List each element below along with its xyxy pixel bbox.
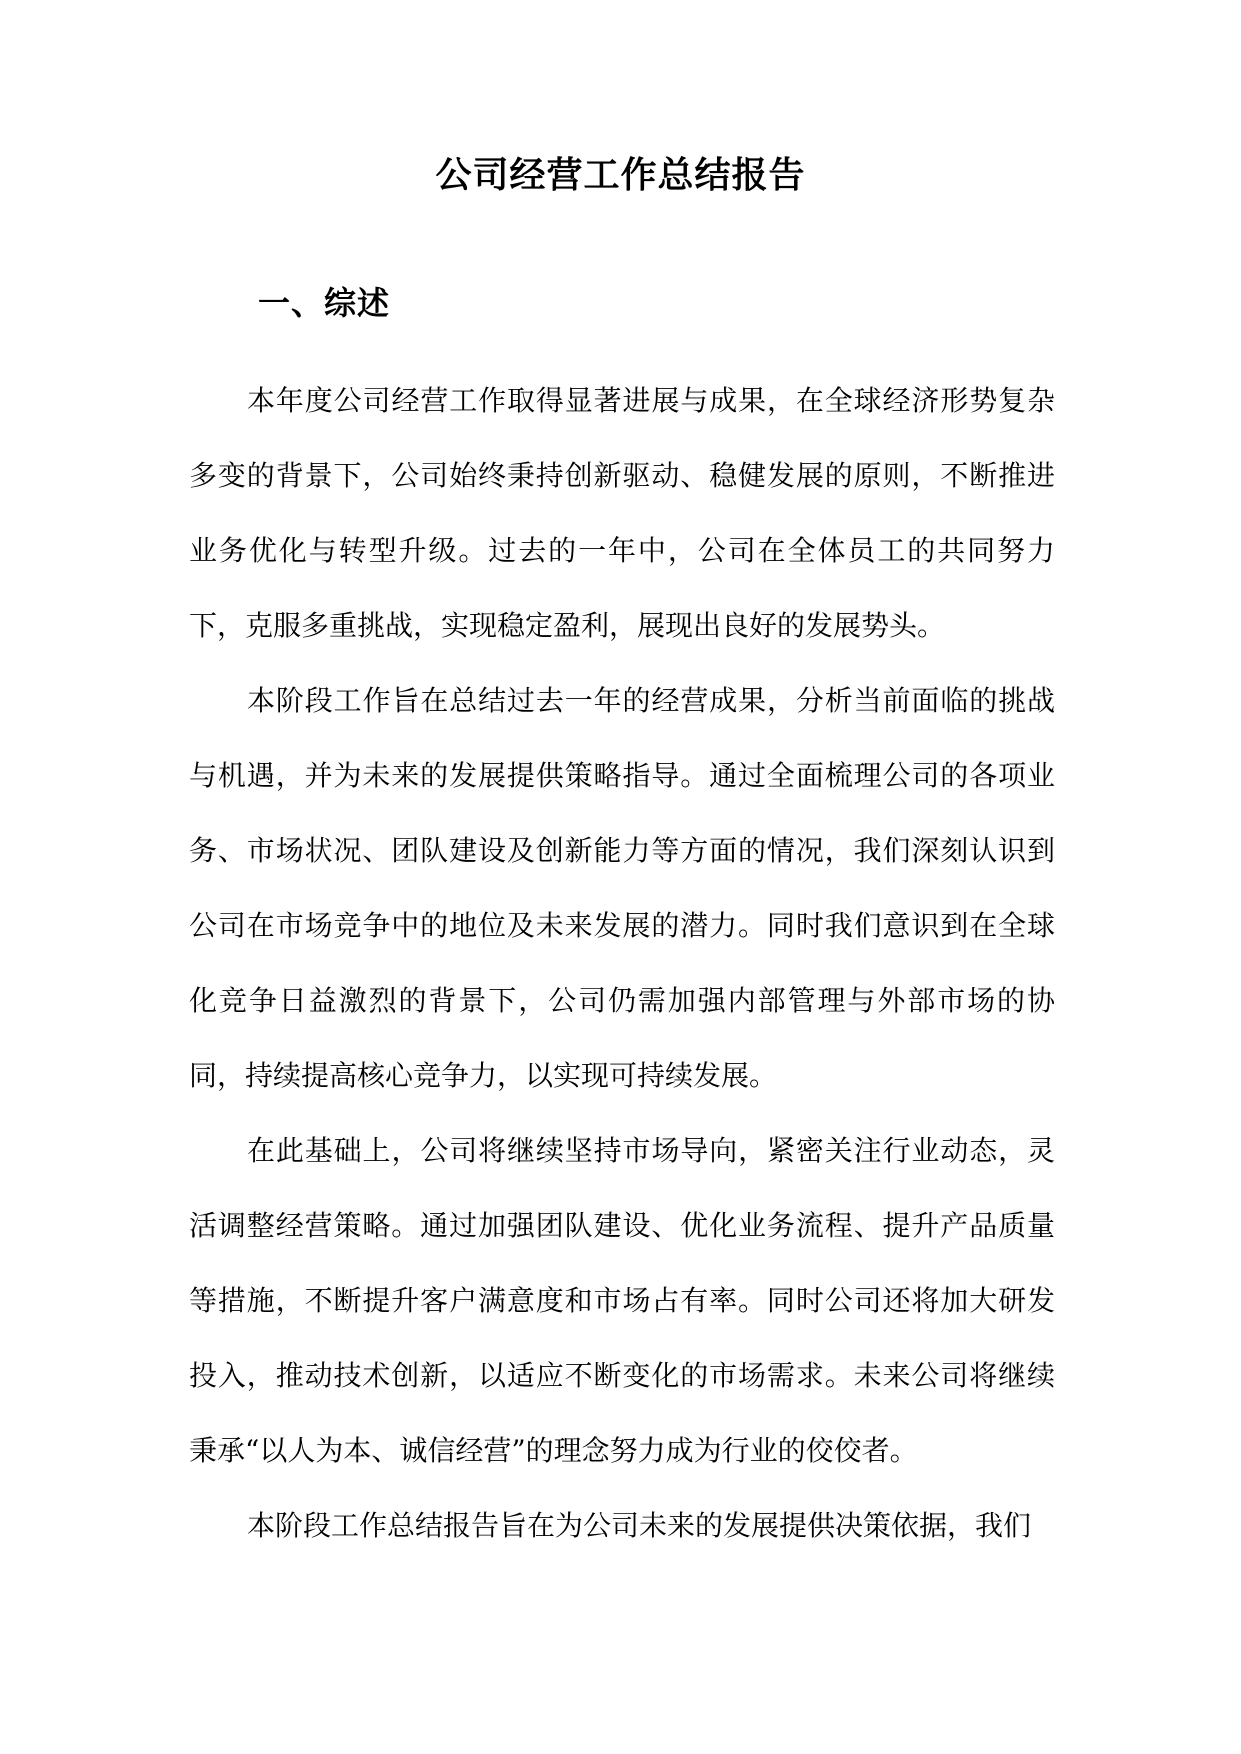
section-heading: 一、综述 — [258, 284, 391, 322]
paragraph: 本阶段工作总结报告旨在为公司未来的发展提供决策依据，我们 — [247, 1509, 1032, 1542]
paragraph: 在此基础上，公司将继续坚持市场导向，紧密关注行业动态，灵活调整经营策略。通过加强团队建设、优化业务流程、提升产品质量等措施，不断提升客户满意度和市场占有率。同时公司还将加大研发投入，推动技术创新，以适应不断变化的市场需求。未来公司将继续秉承“以人为本、诚信经营”的理念努力成为行业的佼佼者。 — [189, 1134, 1055, 1467]
paragraph: 本年度公司经营工作取得显著进展与成果，在全球经济形势复杂多变的背景下，公司始终秉持创新驱动、稳健发展的原则，不断推进业务优化与转型升级。过去的一年中，公司在全体员工的共同努力下，克服多重挑战，实现稳定盈利，展现出良好的发展势头。 — [189, 384, 1055, 642]
document-title: 公司经营工作总结报告 — [435, 154, 806, 196]
paragraph: 本阶段工作旨在总结过去一年的经营成果，分析当前面临的挑战与机遇，并为未来的发展提供策略指导。通过全面梳理公司的各项业务、市场状况、团队建设及创新能力等方面的情况，我们深刻认识到公司在市场竞争中的地位及未来发展的潜力。同时我们意识到在全球化竞争日益激烈的背景下，公司仍需加强内部管理与外部市场的协同，持续提高核心竞争力，以实现可持续发展。 — [189, 684, 1055, 1092]
section-body — [189, 363, 1055, 1563]
